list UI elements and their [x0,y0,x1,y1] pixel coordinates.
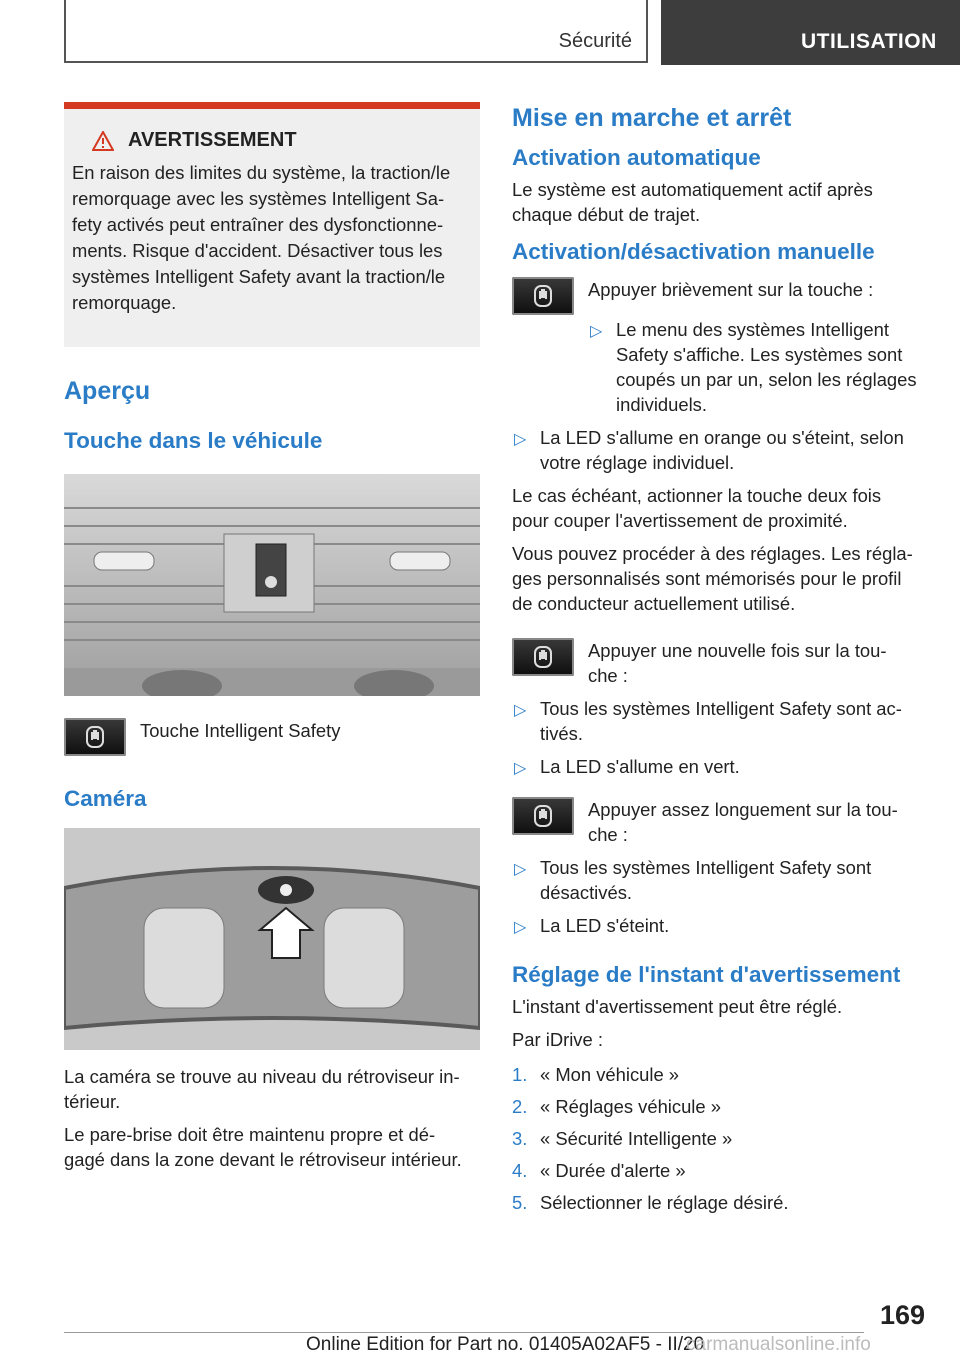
watermark-text: carmanualsonline.info [686,1334,871,1355]
text-line: La LED s'éteint. [540,915,670,936]
warning-line: ments. Risque d'accident. Désactiver tous les [72,240,443,261]
header-section-label: Sécurité [558,30,632,52]
dashboard-vents-illustration [64,474,480,696]
on-off-heading: Mise en marche et arrêt [512,104,792,132]
text-line: Tous les systèmes Intelligent Safety sont ac- [540,698,902,719]
footer-divider [64,1332,864,1333]
text-line: che : [588,824,628,845]
triangle-bullet-icon: ▷ [590,323,603,340]
button-caption: Touche Intelligent Safety [140,720,341,741]
warning-line: remorquage. [72,292,177,313]
press-short-list [588,317,928,417]
text-line: Appuyer une nouvelle fois sur la tou- [588,640,887,661]
step-text: « Sécurité Intelligente » [540,1128,733,1149]
warning-line: remorquage avec les systèmes Intelligent Sa- [72,188,445,209]
button-in-vehicle-heading: Touche dans le véhicule [64,428,323,453]
step-number: 1. [512,1064,528,1085]
warning-text [72,160,470,316]
header-chapter-label: UTILISATION [801,30,937,53]
step-text: Sélectionner le réglage désiré. [540,1192,789,1213]
warning-line: En raison des limites du système, la traction/le [72,162,451,183]
warning-timing-text: L'instant d'avertissement peut être réglé. [512,996,843,1017]
text-line: individuels. [616,394,707,415]
text-line: ges personnalisés sont mémorisés pour le profil [512,568,902,589]
windshield-camera-illustration [64,828,480,1050]
warning-line: systèmes Intelligent Safety avant la traction/le [72,266,446,287]
list-item [512,754,928,779]
idrive-steps-list [512,1062,928,1215]
list-item [512,1062,928,1087]
triangle-bullet-icon: ▷ [514,919,527,936]
text-line: pour couper l'avertissement de proximité. [512,510,848,531]
button-caption-row [64,718,480,756]
text-line: Safety s'affiche. Les systèmes sont [616,344,903,365]
auto-activation-text [512,177,928,227]
text-line: Appuyer assez longuement sur la tou- [588,799,898,820]
text-line: La LED s'allume en vert. [540,756,740,777]
list-item [512,855,928,905]
list-item [512,696,928,746]
intelligent-safety-button-icon [512,797,574,835]
list-item [512,1190,928,1215]
warning-box [64,102,480,347]
camera-location-photo [64,828,480,1050]
triangle-bullet-icon: ▷ [514,861,527,878]
triangle-bullet-icon: ▷ [514,760,527,777]
dashboard-button-photo [64,474,480,696]
text-line: coupés un par un, selon les réglages [616,369,917,390]
warning-title: AVERTISSEMENT [128,129,297,151]
right-column [512,102,928,1222]
list-item [512,1158,928,1183]
windshield-clean-text [64,1122,480,1172]
text-line: chaque début de trajet. [512,204,701,225]
step-text: « Réglages véhicule » [540,1096,721,1117]
idrive-text: Par iDrive : [512,1029,603,1050]
text-line: Le pare-brise doit être maintenu propre et dé- [64,1124,436,1145]
press-long-text [588,797,898,847]
intelligent-safety-button-icon [512,277,574,315]
text-line: Le système est automatiquement actif après [512,179,873,200]
warning-timing-heading: Réglage de l'instant d'avertissement [512,962,901,987]
settings-text [512,541,928,616]
led-list [512,425,928,475]
list-item [512,425,928,475]
text-line: La caméra se trouve au niveau du rétroviseur in- [64,1066,460,1087]
press-short-row [512,277,928,315]
page-number: 169 [880,1300,926,1330]
text-line: Tous les systèmes Intelligent Safety sont [540,857,872,878]
overview-heading: Aperçu [64,377,151,405]
step-number: 5. [512,1192,528,1213]
text-line: La LED s'allume en orange ou s'éteint, selon [540,427,904,448]
triangle-bullet-icon: ▷ [514,431,527,448]
auto-activation-heading: Activation automatique [512,145,761,170]
camera-heading: Caméra [64,786,147,811]
text-line: Vous pouvez procéder à des réglages. Les régla- [512,543,913,564]
press-again-text [588,638,887,688]
text-line: Le menu des systèmes Intelligent [616,319,889,340]
header-chapter-box [661,0,960,65]
press-short-text: Appuyer brièvement sur la touche : [588,279,874,300]
step-number: 3. [512,1128,528,1149]
camera-location-text [64,1064,480,1114]
intelligent-safety-button-icon [64,718,126,756]
manual-activation-heading: Activation/désactivation manuelle [512,239,875,264]
text-line: che : [588,665,628,686]
press-long-list [512,855,928,938]
text-line: Le cas échéant, actionner la touche deux fois [512,485,882,506]
text-line: votre réglage individuel. [540,452,735,473]
left-column [64,102,480,1172]
triangle-bullet-icon: ▷ [514,702,527,719]
list-item [588,317,928,417]
text-line: gagé dans la zone devant le rétroviseur intérieur. [64,1149,462,1170]
press-again-list [512,696,928,779]
intelligent-safety-button-icon [512,638,574,676]
step-text: « Durée d'alerte » [540,1160,686,1181]
warning-line: fety activés peut entraîner des dysfonctionne- [72,214,444,235]
step-text: « Mon véhicule » [540,1064,680,1085]
double-press-text [512,483,928,533]
warning-triangle-icon [92,131,114,151]
press-long-row [512,797,928,847]
text-line: de conducteur actuellement utilisé. [512,593,796,614]
text-line: tivés. [540,723,583,744]
list-item [512,1126,928,1151]
step-number: 2. [512,1096,528,1117]
list-item [512,913,928,938]
text-line: térieur. [64,1091,121,1112]
warning-header [72,129,470,152]
footer-edition: Online Edition for Part no. 01405A02AF5 - II/20 [306,1334,705,1355]
step-number: 4. [512,1160,528,1181]
list-item [512,1094,928,1119]
header-section-box [64,0,648,63]
press-again-row [512,638,928,688]
text-line: désactivés. [540,882,632,903]
